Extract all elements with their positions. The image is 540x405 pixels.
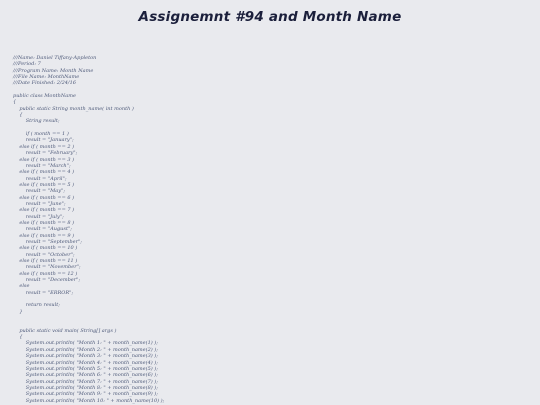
code-line: result = "June";: [13, 200, 66, 207]
code-line: public class MonthName: [13, 93, 76, 100]
code-line: result = "December";: [13, 277, 81, 284]
code-line: public static void main( String[] args ): [13, 327, 117, 334]
code-line: else if ( month == 4 ): [13, 169, 75, 176]
code-line: else if ( month == 10 ): [13, 245, 78, 252]
code-line: result = "January";: [13, 137, 74, 144]
code-line: else if ( month == 11 ): [13, 258, 78, 264]
code-line: return result;: [13, 302, 60, 309]
code-line: result = "September";: [13, 238, 82, 245]
code-line: else: [13, 283, 30, 290]
code-line: ///Program Name: Month Name: [13, 67, 94, 74]
code-line: System.out.println( "Month 9: " + month_name(9) );: [13, 391, 158, 398]
code-line: else if ( month == 6 ): [13, 194, 75, 201]
code-line: {: [13, 99, 17, 106]
code-line: }: [13, 308, 23, 315]
code-line: System.out.println( "Month 1: " + month_name(1) );: [13, 340, 158, 347]
code-line: else if ( month == 8 ): [13, 219, 75, 226]
code-line: result = "ERROR";: [13, 289, 74, 296]
code-line: else if ( month == 5 ): [13, 181, 75, 188]
code-line: System.out.println( "Month 3: " + month_name(3) );: [13, 353, 158, 360]
code-line: System.out.println( "Month 2: " + month_name(2) );: [13, 346, 158, 353]
code-line: result = "March";: [13, 162, 71, 169]
code-line: System.out.println( "Month 5: " + month_name(5) );: [13, 365, 158, 372]
code-line: result = "April";: [13, 175, 67, 182]
code-line: if ( month == 1 ): [13, 131, 69, 138]
slide-title: Assignemnt #94 and Month Name: [138, 9, 402, 25]
code-line: System.out.println( "Month 4: " + month_name(4) );: [13, 359, 158, 366]
code-line: System.out.println( "Month 10: " + month_name(10) );: [13, 397, 165, 404]
code-line: System.out.println( "Month 7: " + month_name(7) );: [13, 378, 158, 385]
code-line: String result;: [13, 118, 60, 125]
code-line: ///Period: 7: [13, 61, 41, 68]
code-line: result = "February";: [13, 150, 78, 157]
code-line: ///Name: Daniel Tiffany-Appleton: [13, 55, 97, 61]
code-line: else if ( month == 2 ): [13, 143, 75, 150]
code-line: result = "July";: [13, 213, 64, 220]
code-line: System.out.println( "Month 8: " + month_name(8) );: [13, 384, 158, 391]
code-line: System.out.println( "Month 6: " + month_name(6) );: [13, 372, 158, 379]
code-line: ///Date Finished: 2/24/16: [13, 80, 76, 87]
code-line: result = "May";: [13, 188, 66, 195]
code-line: else if ( month == 9 ): [13, 232, 75, 239]
code-line: result = "August";: [13, 226, 72, 233]
code-line: ///File Name: MonthName: [13, 74, 80, 81]
code-line: else if ( month == 3 ): [13, 156, 75, 163]
code-line: {: [13, 334, 23, 341]
code-line: {: [13, 112, 23, 119]
code-line: public static String month_name( int month ): [13, 105, 134, 112]
code-line: else if ( month == 12 ): [13, 270, 78, 277]
code-line: result = "October";: [13, 251, 75, 258]
code-line: result = "November";: [13, 264, 81, 271]
code-line: else if ( month == 7 ): [13, 207, 75, 214]
code-block: [13, 55, 164, 404]
